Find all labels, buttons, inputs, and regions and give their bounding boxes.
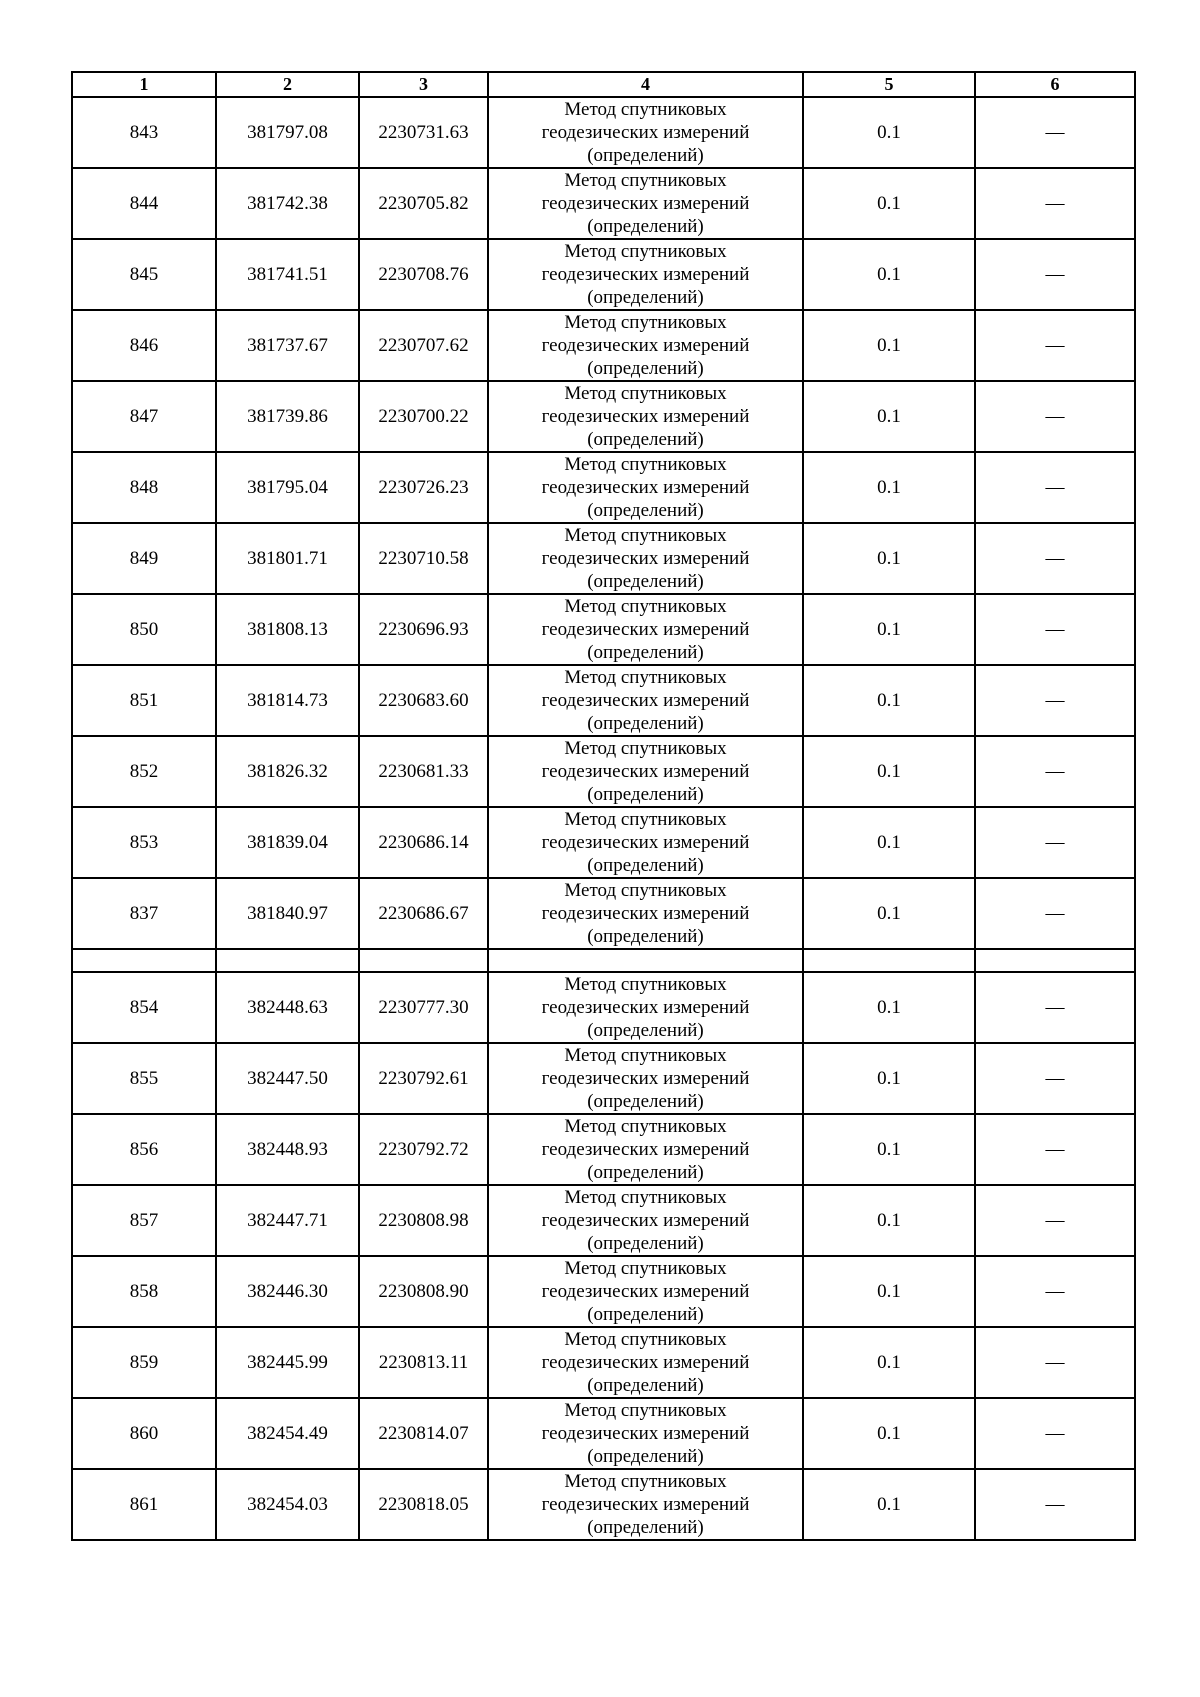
- table-cell: —: [975, 97, 1135, 168]
- table-row: [72, 1469, 1135, 1540]
- table-cell: 0.1: [803, 972, 975, 1043]
- table-cell: 382447.50: [216, 1043, 359, 1114]
- table-cell: 382448.63: [216, 972, 359, 1043]
- table-cell: [975, 949, 1135, 972]
- table-cell: 381814.73: [216, 665, 359, 736]
- table-row: [72, 523, 1135, 594]
- table-cell: Метод спутниковых геодезических измерений (определений): [488, 807, 803, 878]
- table-cell: —: [975, 239, 1135, 310]
- table-cell: 381839.04: [216, 807, 359, 878]
- table-cell: 381840.97: [216, 878, 359, 949]
- table-cell: Метод спутниковых геодезических измерений (определений): [488, 1469, 803, 1540]
- table-cell: [359, 949, 488, 972]
- table-cell: 2230710.58: [359, 523, 488, 594]
- table-cell: 2230708.76: [359, 239, 488, 310]
- table-cell: 0.1: [803, 1043, 975, 1114]
- table-cell: 844: [72, 168, 216, 239]
- table-cell: —: [975, 381, 1135, 452]
- table-cell: 2230686.14: [359, 807, 488, 878]
- table-cell: 837: [72, 878, 216, 949]
- table-cell: 0.1: [803, 1256, 975, 1327]
- table-cell: 0.1: [803, 1185, 975, 1256]
- table-cell: Метод спутниковых геодезических измерений (определений): [488, 665, 803, 736]
- table-cell: 860: [72, 1398, 216, 1469]
- table-cell: 2230686.67: [359, 878, 488, 949]
- table-cell: 845: [72, 239, 216, 310]
- table-cell: Метод спутниковых геодезических измерений (определений): [488, 1398, 803, 1469]
- table-cell: 0.1: [803, 878, 975, 949]
- table-cell: Метод спутниковых геодезических измерений (определений): [488, 97, 803, 168]
- table-cell: Метод спутниковых геодезических измерений (определений): [488, 168, 803, 239]
- header-cell: 2: [216, 72, 359, 97]
- table-cell: 381739.86: [216, 381, 359, 452]
- table-cell: 0.1: [803, 168, 975, 239]
- table-cell: —: [975, 168, 1135, 239]
- table-cell: —: [975, 1256, 1135, 1327]
- table-row: [72, 665, 1135, 736]
- table-cell: —: [975, 736, 1135, 807]
- table-cell: 0.1: [803, 736, 975, 807]
- table-cell: 381797.08: [216, 97, 359, 168]
- table-cell: Метод спутниковых геодезических измерений (определений): [488, 594, 803, 665]
- table-cell: —: [975, 972, 1135, 1043]
- table-cell: 858: [72, 1256, 216, 1327]
- table-cell: Метод спутниковых геодезических измерений (определений): [488, 452, 803, 523]
- table-cell: 0.1: [803, 807, 975, 878]
- table-row: [72, 1114, 1135, 1185]
- table-cell: 856: [72, 1114, 216, 1185]
- table-cell: 847: [72, 381, 216, 452]
- table-cell: 381808.13: [216, 594, 359, 665]
- table-cell: Метод спутниковых геодезических измерений (определений): [488, 1185, 803, 1256]
- table-cell: 2230808.98: [359, 1185, 488, 1256]
- table-cell: —: [975, 1327, 1135, 1398]
- table-cell: 0.1: [803, 310, 975, 381]
- table-row: [72, 807, 1135, 878]
- table-cell: 2230707.62: [359, 310, 488, 381]
- table-cell: 857: [72, 1185, 216, 1256]
- table-cell: 0.1: [803, 97, 975, 168]
- table-cell: 0.1: [803, 1327, 975, 1398]
- table-cell: 2230705.82: [359, 168, 488, 239]
- table-cell: 2230813.11: [359, 1327, 488, 1398]
- table-row: [72, 310, 1135, 381]
- table-cell: —: [975, 878, 1135, 949]
- table-cell: [803, 949, 975, 972]
- table-cell: Метод спутниковых геодезических измерений (определений): [488, 523, 803, 594]
- table-cell: —: [975, 310, 1135, 381]
- table-cell: 0.1: [803, 452, 975, 523]
- table-cell: 0.1: [803, 1398, 975, 1469]
- table-cell: 381801.71: [216, 523, 359, 594]
- table-cell: Метод спутниковых геодезических измерений (определений): [488, 878, 803, 949]
- table-cell: 854: [72, 972, 216, 1043]
- table-cell: 850: [72, 594, 216, 665]
- table-cell: 846: [72, 310, 216, 381]
- table-row: [72, 239, 1135, 310]
- table-cell: —: [975, 594, 1135, 665]
- table-row: [72, 452, 1135, 523]
- table-row: [72, 97, 1135, 168]
- table-cell: 382447.71: [216, 1185, 359, 1256]
- table-cell: 861: [72, 1469, 216, 1540]
- table-cell: 855: [72, 1043, 216, 1114]
- table-cell: Метод спутниковых геодезических измерений (определений): [488, 310, 803, 381]
- table-row: [72, 168, 1135, 239]
- table-cell: 0.1: [803, 594, 975, 665]
- table-cell: Метод спутниковых геодезических измерений (определений): [488, 1256, 803, 1327]
- table-row: [72, 381, 1135, 452]
- table-cell: Метод спутниковых геодезических измерений (определений): [488, 381, 803, 452]
- table-row: [72, 1327, 1135, 1398]
- table-cell: Метод спутниковых геодезических измерений (определений): [488, 1327, 803, 1398]
- table-cell: 859: [72, 1327, 216, 1398]
- table-cell: 382445.99: [216, 1327, 359, 1398]
- table-cell: [216, 949, 359, 972]
- table-cell: 848: [72, 452, 216, 523]
- table-cell: 2230818.05: [359, 1469, 488, 1540]
- table-cell: 2230777.30: [359, 972, 488, 1043]
- table-cell: 2230792.61: [359, 1043, 488, 1114]
- table-cell: 2230814.07: [359, 1398, 488, 1469]
- table-row: [72, 594, 1135, 665]
- table-row: [72, 878, 1135, 949]
- table-row: [72, 1256, 1135, 1327]
- table-cell: 843: [72, 97, 216, 168]
- table-cell: 0.1: [803, 523, 975, 594]
- table-cell: Метод спутниковых геодезических измерений (определений): [488, 1114, 803, 1185]
- header-cell: 1: [72, 72, 216, 97]
- table-cell: 2230792.72: [359, 1114, 488, 1185]
- table-cell: —: [975, 1114, 1135, 1185]
- table-cell: —: [975, 1469, 1135, 1540]
- table-cell: 2230683.60: [359, 665, 488, 736]
- table-cell: —: [975, 807, 1135, 878]
- table-cell: 2230808.90: [359, 1256, 488, 1327]
- table-cell: 381795.04: [216, 452, 359, 523]
- table-cell: [72, 949, 216, 972]
- table-cell: —: [975, 523, 1135, 594]
- table-row: [72, 736, 1135, 807]
- table-cell: 382454.49: [216, 1398, 359, 1469]
- table-cell: 381742.38: [216, 168, 359, 239]
- table-cell: 851: [72, 665, 216, 736]
- header-row: [72, 72, 1135, 97]
- table-cell: —: [975, 1398, 1135, 1469]
- table-row: [72, 972, 1135, 1043]
- header-cell: 4: [488, 72, 803, 97]
- table-row: [72, 1043, 1135, 1114]
- table-cell: 382454.03: [216, 1469, 359, 1540]
- separator-row: [72, 949, 1135, 972]
- table-cell: Метод спутниковых геодезических измерений (определений): [488, 1043, 803, 1114]
- table-cell: 2230726.23: [359, 452, 488, 523]
- coordinates-table: [71, 71, 1136, 1541]
- table-cell: —: [975, 1043, 1135, 1114]
- table-cell: Метод спутниковых геодезических измерений (определений): [488, 239, 803, 310]
- table-cell: 381826.32: [216, 736, 359, 807]
- header-cell: 6: [975, 72, 1135, 97]
- document-page: [71, 71, 1134, 1541]
- header-cell: 3: [359, 72, 488, 97]
- table-cell: 849: [72, 523, 216, 594]
- table-cell: 0.1: [803, 239, 975, 310]
- table-cell: 2230700.22: [359, 381, 488, 452]
- table-cell: 0.1: [803, 381, 975, 452]
- table-cell: —: [975, 665, 1135, 736]
- table-cell: 2230731.63: [359, 97, 488, 168]
- table-cell: Метод спутниковых геодезических измерений (определений): [488, 736, 803, 807]
- table-cell: 381741.51: [216, 239, 359, 310]
- table-cell: —: [975, 1185, 1135, 1256]
- table-cell: 0.1: [803, 1469, 975, 1540]
- table-cell: [488, 949, 803, 972]
- table-row: [72, 1398, 1135, 1469]
- table-cell: 2230681.33: [359, 736, 488, 807]
- table-cell: 2230696.93: [359, 594, 488, 665]
- table-row: [72, 1185, 1135, 1256]
- table-cell: 382446.30: [216, 1256, 359, 1327]
- table-cell: 0.1: [803, 1114, 975, 1185]
- table-cell: 381737.67: [216, 310, 359, 381]
- table-body: [72, 97, 1135, 1540]
- table-cell: 852: [72, 736, 216, 807]
- table-cell: —: [975, 452, 1135, 523]
- table-cell: 382448.93: [216, 1114, 359, 1185]
- table-cell: 0.1: [803, 665, 975, 736]
- table-cell: 853: [72, 807, 216, 878]
- table-cell: Метод спутниковых геодезических измерений (определений): [488, 972, 803, 1043]
- header-cell: 5: [803, 72, 975, 97]
